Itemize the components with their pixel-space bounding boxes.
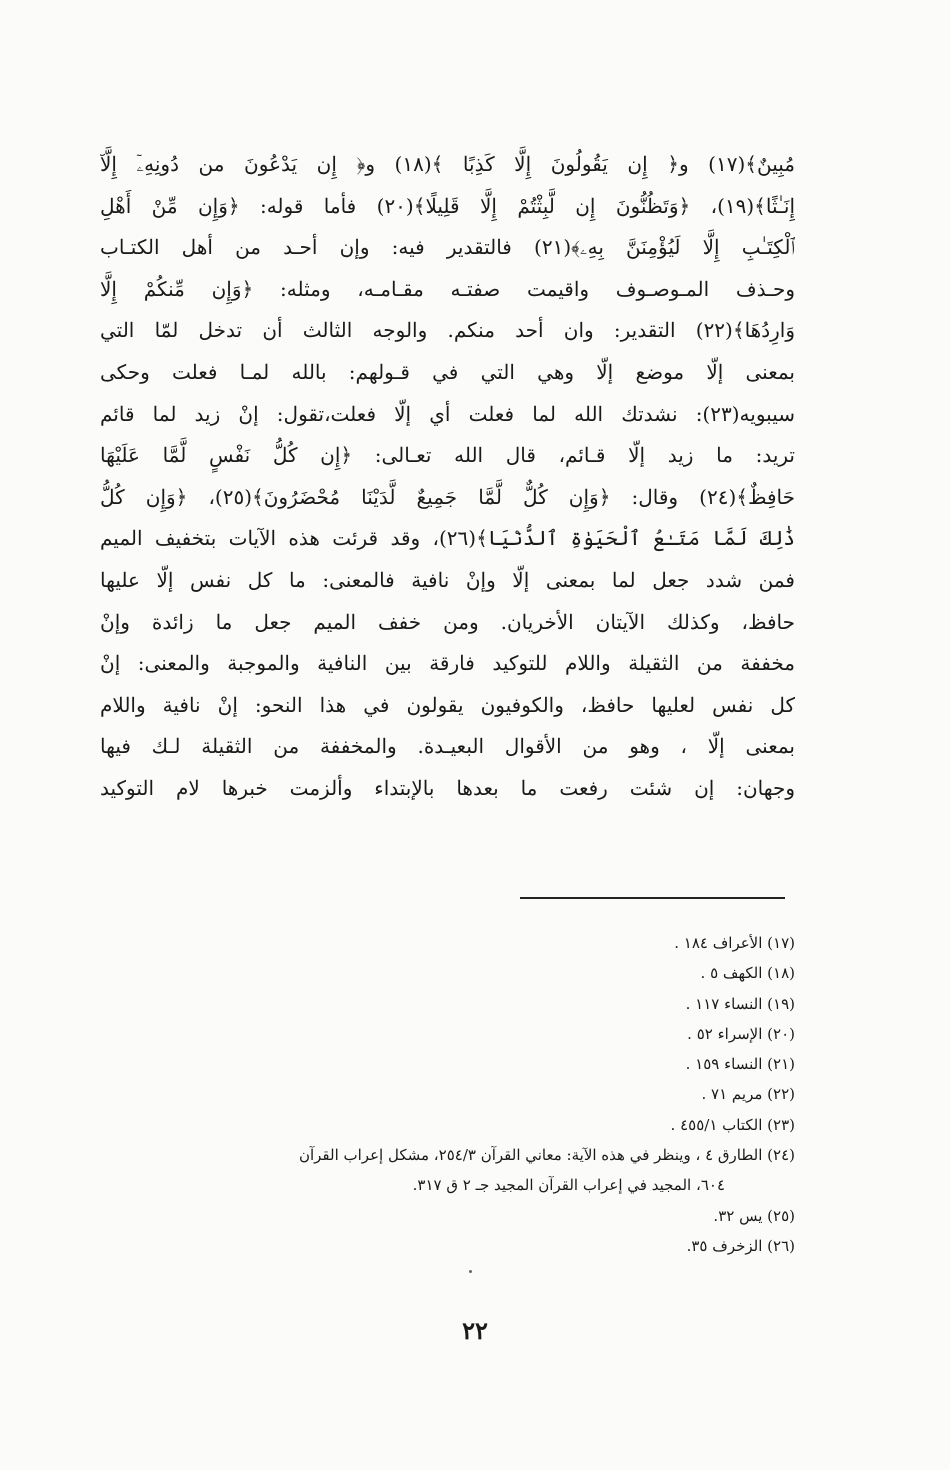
footnote: (١٩) النساء ١١٧ . [685, 994, 795, 1013]
footnote: (٢١) النساء ١٥٩ . [685, 1055, 795, 1074]
footnote-divider [520, 897, 785, 899]
footnote: (٢٣) الكتاب ٤٥٥/١ . [670, 1115, 795, 1134]
text-line: فمن شدد جعل لما بمعنى إلّا وإنْ نافية فالمعنى: ما كل نفس إلّا عليها [100, 567, 795, 592]
text-line: كل نفس لعليها حافظ، والكوفيون يقولون في هذا النحو: إنْ نافية واللام [100, 692, 795, 717]
text-line: حَافِظٌ﴾(٢٤) وقال: ﴿وَإِن كُلٌّ لَّمَّا جَمِيعٌ لَّدَيْنَا مُحْضَرُونَ﴾(٢٥)، ﴿وَإِن كُلُّ [100, 484, 795, 509]
footnote: (٢٦) الزخرف ٣٥. [686, 1236, 795, 1255]
body-text [100, 144, 795, 810]
text-line: مخففة من الثقيلة واللام للتوكيد فارقة بين النافية والموجبة والمعنى: إنْ [100, 651, 795, 676]
text-line: وحـذف المـوصـوف واقيمت صفتـه مقـامـه، ومثله: ﴿وَإِن مِّنكُمْ إِلَّا [100, 276, 795, 301]
footnote: (٢٠) الإسراء ٥٢ . [687, 1024, 795, 1043]
text-line: وَارِدُهَا﴾(٢٢) التقدير: وان أحد منكم. والوجه الثالث أن تدخل لمّا التي [100, 318, 795, 343]
footnote: (١٨) الكهف ٥ . [700, 964, 795, 983]
text-line: حافظ، وكذلك الآيتان الأخريان. ومن خفف الميم جعل ما زائدة وإنْ [100, 609, 795, 634]
text-line: سيبويه(٢٣): نشدتك الله لما فعلت أي إلّا فعلت،تقول: إنْ زيد لما قائم [100, 401, 795, 426]
text-line: تريد: ما زيد إلّا قـائم، قال الله تعـالى: ﴿إِن كُلُّ نَفْسٍ لَّمَّا عَلَيْهَا [100, 443, 795, 468]
text-line: ٱلْكِتَـٰبِ إِلَّا لَيُؤْمِنَنَّ بِهِۦ﴾(٢١) فالتقدير فيه: وإن أحـد من أهل الكتـاب [100, 235, 795, 260]
text-line: إِنَـٰثًا﴾(١٩)، ﴿وَتَظُنُّونَ إِن لَّبِثْتُمْ إِلَّا قَلِيلًا﴾(٢٠) فأما قوله: ﴿وَإِن مِّنْ أَهْلِ [100, 193, 795, 218]
footnote: (٢٤) الطارق ٤ ، وينظر في هذه الآية: معاني القرآن ٢٥٤/٣، مشكل إعراب القرآن [298, 1146, 795, 1165]
text-line: ذَٰلِكَ لَمَّا مَتَـٰعُ ٱلْحَيَوٰةِ ٱلدُّنْيَا﴾(٢٦)، وقد قرئت هذه الآيات بتخفيف الميم [100, 526, 795, 551]
text-line: بمعنى إلّا موضع إلّا وهي التي في قـولهم: بالله لمـا فعلت وحكى [100, 359, 795, 384]
scan-speck [469, 1270, 472, 1273]
footnote: (٢٥) يس ٣٢. [713, 1206, 795, 1225]
text-line: مُبِينٌ﴾(١٧) و﴿ إِن يَقُولُونَ إِلَّا كَذِبًا ﴾(١٨) و﴿ إِن يَدْعُونَ من دُونِهِۦٓ إِلَّآ [100, 152, 795, 176]
text-line: بمعنى إلّا ، وهو من الأقوال البعيـدة. والمخففة من الثقيلة لـك فيها [100, 734, 795, 759]
footnotes [100, 928, 795, 1261]
footnote: (٢٢) مريم ٧١ . [701, 1085, 795, 1104]
footnote-continuation: ٦٠٤، المجيد في إعراب القرآن المجيد جـ ٢ ق ٣١٧. [412, 1176, 725, 1195]
footnote: (١٧) الأعراف ١٨٤ . [674, 934, 795, 952]
text-line: وجهان: إن شئت رفعت ما بعدها بالإبتداء وألزمت خبرها لام التوكيد [100, 775, 795, 800]
page-number: ٢٢ [462, 1316, 488, 1345]
